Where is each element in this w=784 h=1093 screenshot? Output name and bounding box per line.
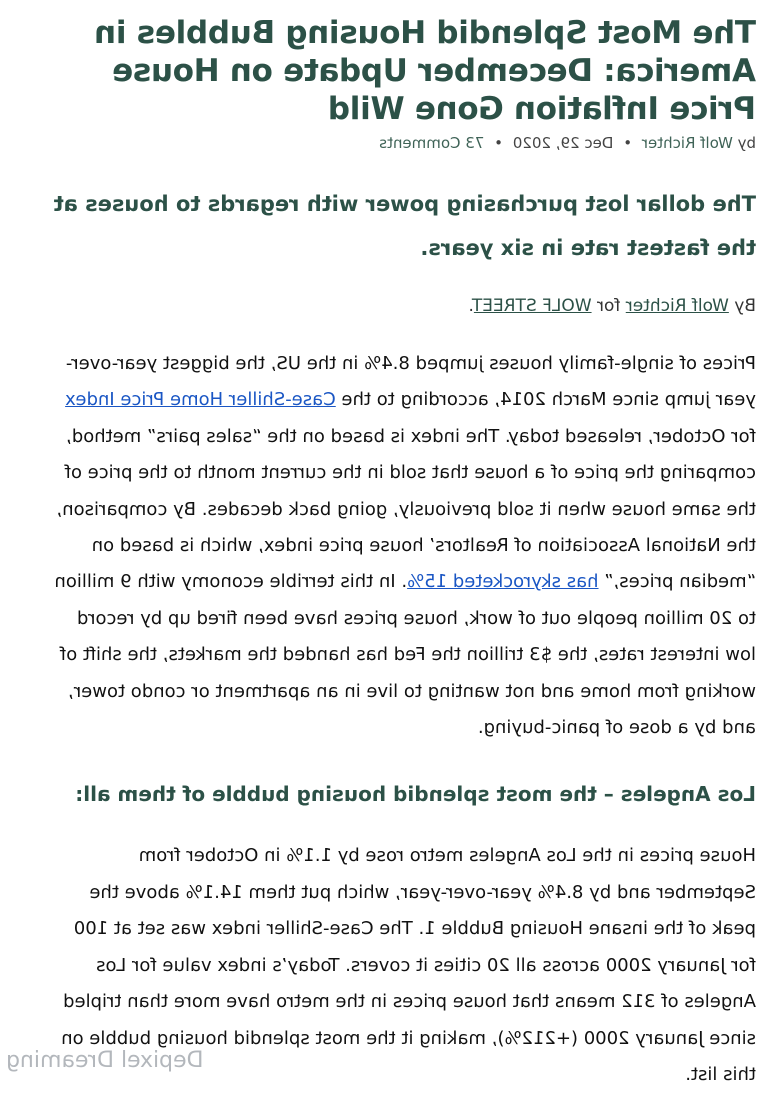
meta-separator: • [623, 134, 633, 152]
article [44, 14, 756, 1093]
meta-comments-link[interactable]: 73 Comments [379, 134, 485, 152]
byline [44, 296, 756, 316]
case-shiller-link[interactable]: Case-Shiller Home Price Index [65, 389, 336, 411]
paragraph-intro-text-c: . In this terrible economy with 9 million to 20 million people out of work, house prices have been fired up by record low interest rates, the $3 trillion the Fed has handed the markets, the shift of working from home and not wanting to live in an apartment or condo tower, and by a dose of panic-buying. [54, 571, 756, 739]
meta-date: Dec 29, 2020 [512, 134, 614, 152]
article-subheading: The dollar lost purchasing power with regards to houses at the fastest rate in six years. [53, 192, 756, 260]
byline-site-link[interactable]: WOLF STREET [473, 296, 592, 316]
paragraph-intro [44, 346, 756, 746]
meta-separator: • [494, 134, 504, 152]
section-heading-los-angeles: Los Angeles – the most splendid housing bubble of them all: [75, 782, 756, 807]
meta-author-prefix: by [737, 134, 756, 152]
paragraph-intro-text-a: Prices of single-family houses jumped 8.4% in the US, the biggest year-over-year jump since March 2014, according to the [65, 353, 756, 411]
paragraph-los-angeles: House prices in the Los Angeles metro rose by 1.1% in October from September and by 8.4% year-over-year, which put them 14.1% above the peak of the insane Housing Bubble 1. The Case-Shiller index was set at 100 for January 2000 across all 20 cities it covers. Today’s index value for Los Angeles of 312 means that house prices in the metro have more than tripled since January 2000 (+212%), making it the most splendid housing bubble on this list. [61, 845, 756, 1085]
article-meta [44, 134, 756, 152]
watermark: Depixel Dreaming [6, 1048, 204, 1073]
byline-by: By [734, 296, 756, 316]
byline-for: for [596, 296, 621, 316]
skyrocketed-link[interactable]: has skyrocketed 15% [407, 571, 599, 593]
article-title: The Most Splendid Housing Bubbles in America: December Update on House Price Inflation Gone Wild [94, 15, 756, 127]
byline-author-link[interactable]: Wolf Richter [625, 296, 729, 316]
meta-author-link[interactable]: Wolf Richter [641, 134, 733, 152]
byline-end: . [468, 296, 474, 316]
paragraph-intro-text-b: for October, released today. The index is based on the “sales pairs” method, comparing the price of a house that sold in the current month to the price of the same house when it sold previously, going back decades. By comparison, the National Association of Realtors’ house price index, which is based on “median prices,” [56, 425, 756, 593]
